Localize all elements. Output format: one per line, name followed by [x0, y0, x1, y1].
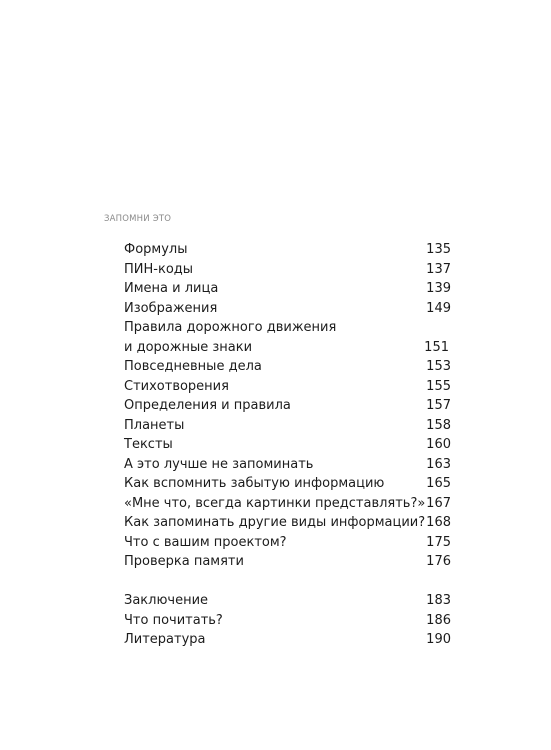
toc-entry-page: 151 — [424, 339, 449, 355]
toc-entry — [124, 377, 451, 397]
toc-entry-title: Как запоминать другие виды информации? — [124, 515, 426, 530]
toc-entry-page: 137 — [426, 261, 451, 277]
toc-entry-title: Как вспомнить забытую информацию — [124, 476, 385, 491]
toc-entry-title: и дорожные знаки — [124, 339, 253, 355]
section-spacer — [124, 572, 451, 592]
toc-entry-page: 139 — [426, 281, 451, 296]
toc-entry-title: Что с вашим проектом? — [124, 534, 287, 550]
toc-entry-title: ПИН-коды — [124, 261, 194, 277]
toc-entry-title: Что почитать? — [124, 612, 223, 628]
toc-entry-page: 167 — [426, 495, 451, 511]
toc-entry-title: Заключение — [124, 593, 209, 608]
toc-entry-page: 163 — [426, 456, 451, 472]
toc-entry — [124, 513, 451, 533]
toc-entry — [124, 396, 451, 416]
toc-entry-page: 149 — [426, 300, 451, 316]
toc-entry-page: 155 — [426, 378, 451, 394]
toc-entry — [124, 299, 451, 319]
toc-entry-page: 183 — [426, 593, 451, 608]
toc-entry-title: Литература — [124, 632, 206, 647]
table-of-contents — [124, 240, 451, 650]
toc-entry-title: Формулы — [124, 242, 188, 257]
toc-entry — [124, 416, 451, 436]
toc-entry-page: 175 — [426, 534, 451, 550]
toc-section-main — [124, 240, 451, 572]
toc-entry-page: 186 — [426, 612, 451, 628]
toc-entry — [124, 435, 451, 455]
toc-entry-title: Стихотворения — [124, 378, 229, 394]
toc-entry-title: Тексты — [124, 437, 173, 452]
toc-entry-title: Определения и правила — [124, 398, 291, 413]
toc-entry — [124, 260, 451, 280]
toc-entry — [124, 318, 451, 338]
toc-entry-title: Имена и лица — [124, 281, 219, 296]
toc-entry — [124, 611, 451, 631]
toc-entry — [124, 591, 451, 611]
toc-entry-page: 165 — [426, 476, 451, 491]
toc-entry — [124, 240, 451, 260]
toc-section-back-matter — [124, 591, 451, 650]
running-head: ЗАПОМНИ ЭТО — [104, 214, 172, 224]
toc-entry-title: А это лучше не запоминать — [124, 456, 314, 472]
toc-entry — [124, 357, 451, 377]
toc-entry-page: 135 — [426, 242, 451, 257]
toc-entry-title: Проверка памяти — [124, 554, 244, 569]
toc-entry — [124, 474, 451, 494]
toc-entry — [124, 552, 451, 572]
toc-entry-page: 158 — [426, 417, 451, 433]
toc-entry-page: 190 — [426, 632, 451, 647]
toc-entry — [124, 455, 451, 475]
toc-entry-page: 160 — [426, 437, 451, 452]
toc-entry-title: «Мне что, всегда картинки представлять?» — [124, 495, 426, 511]
toc-entry-title: Планеты — [124, 417, 185, 433]
toc-entry-title: Изображения — [124, 300, 218, 316]
toc-entry-title: Повседневные дела — [124, 359, 262, 374]
toc-entry — [124, 338, 451, 358]
toc-entry-page: 153 — [426, 359, 451, 374]
toc-entry — [124, 494, 451, 514]
toc-entry-page: 168 — [426, 515, 451, 530]
toc-entry-page: 176 — [426, 554, 451, 569]
toc-entry-title: Правила дорожного движения — [124, 320, 337, 335]
toc-entry-page: 157 — [426, 398, 451, 413]
toc-entry — [124, 630, 451, 650]
toc-entry — [124, 279, 451, 299]
toc-entry — [124, 533, 451, 553]
